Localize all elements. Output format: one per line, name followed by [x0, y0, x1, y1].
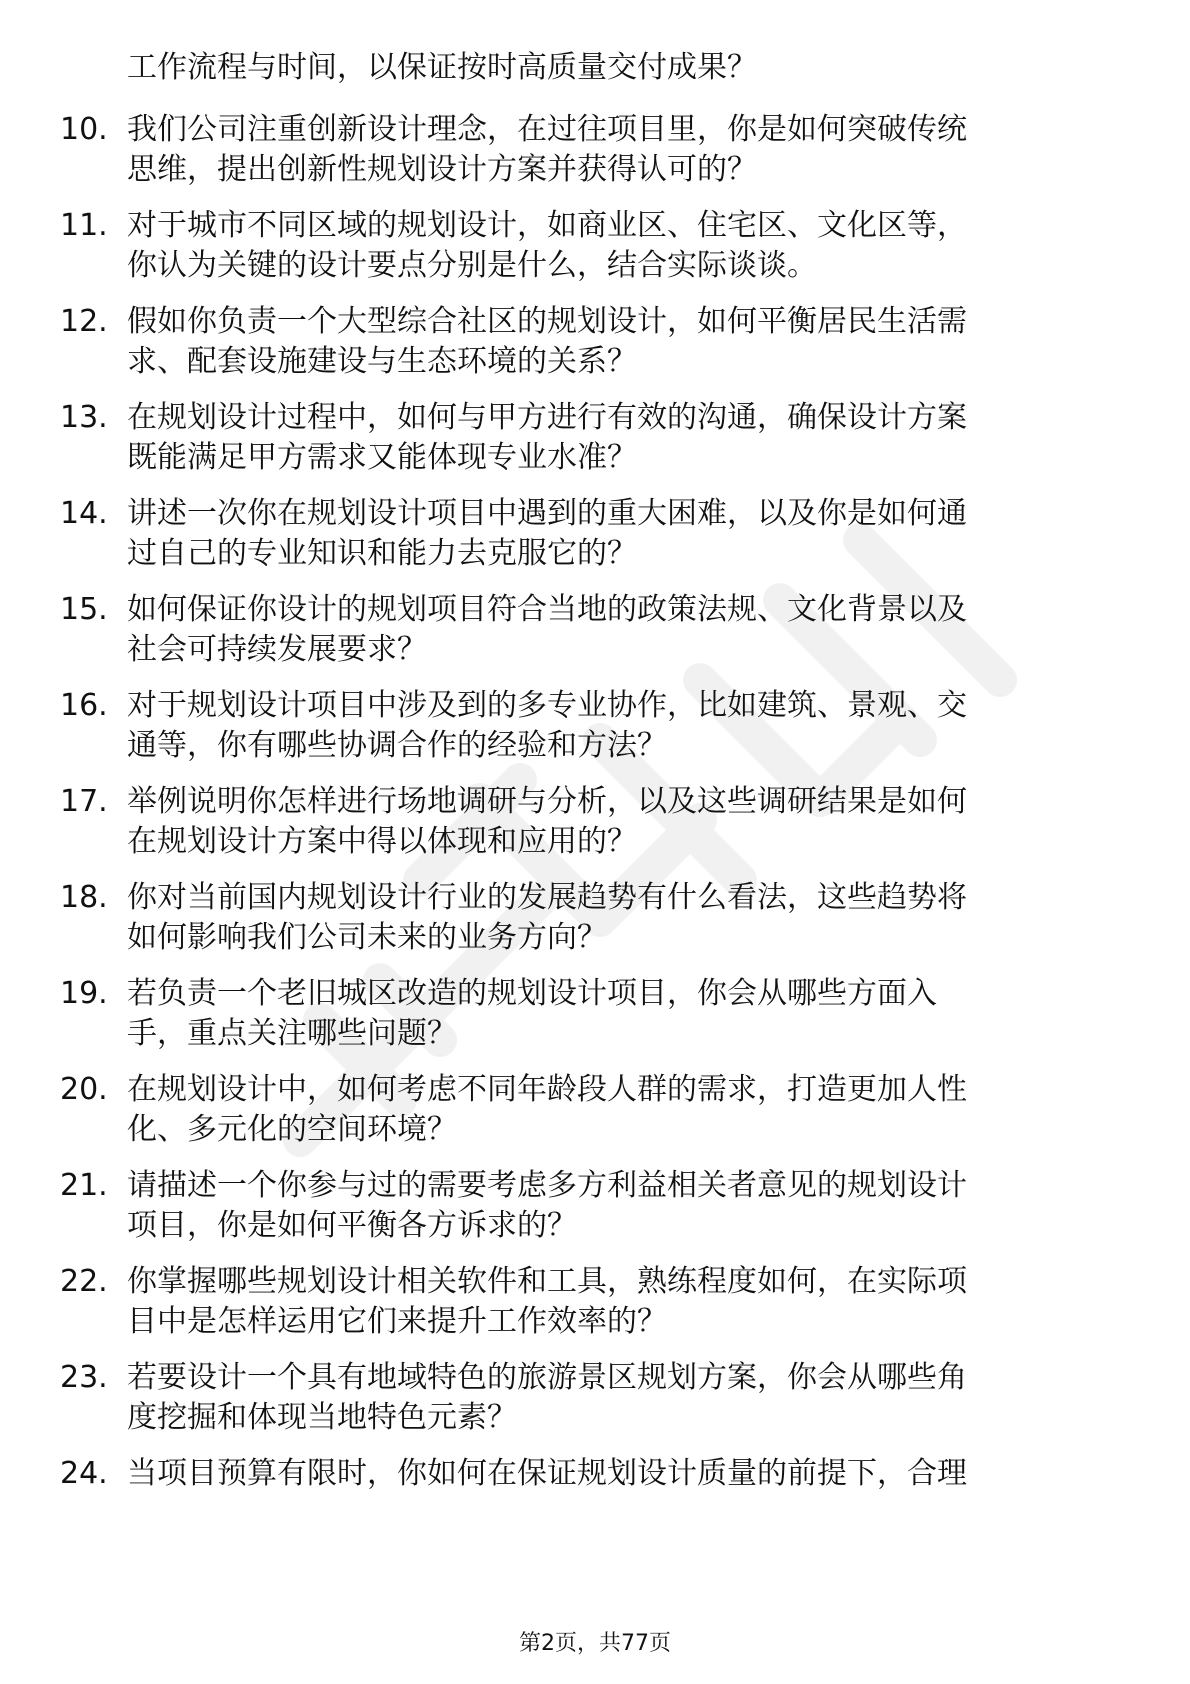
question-text-line: 如何保证你设计的规划项目符合当地的政策法规、文化背景以及	[127, 592, 967, 627]
question-text-line: 你认为关键的设计要点分别是什么，结合实际谈谈。	[127, 248, 817, 283]
question-text-line: 思维，提出创新性规划设计方案并获得认可的？	[127, 152, 757, 187]
page-number-footer: 第2页，共77页	[519, 1631, 671, 1656]
question-number: 20.	[60, 1072, 108, 1107]
list-item	[0, 1168, 1190, 1248]
question-text-line: 假如你负责一个大型综合社区的规划设计，如何平衡居民生活需	[127, 304, 967, 339]
question-number: 16.	[60, 688, 108, 723]
question-text-line: 度挖掘和体现当地特色元素？	[127, 1400, 517, 1435]
question-number: 15.	[60, 592, 108, 627]
question-text-line: 我们公司注重创新设计理念，在过往项目里，你是如何突破传统	[127, 112, 967, 147]
question-number: 11.	[60, 208, 108, 243]
list-item	[0, 688, 1190, 768]
question-number: 12.	[60, 304, 108, 339]
list-item	[0, 1360, 1190, 1440]
question-text-line: 对于规划设计项目中涉及到的多专业协作，比如建筑、景观、交	[127, 688, 967, 723]
question-text-line: 求、配套设施建设与生态环境的关系？	[127, 344, 637, 379]
question-text-line: 在规划设计中，如何考虑不同年龄段人群的需求，打造更加人性	[127, 1072, 967, 1107]
question-number: 14.	[60, 496, 108, 531]
question-text-line: 如何影响我们公司未来的业务方向？	[127, 920, 607, 955]
question-text-line: 社会可持续发展要求？	[127, 632, 427, 667]
question-text-line: 讲述一次你在规划设计项目中遇到的重大困难，以及你是如何通	[127, 496, 967, 531]
question-text-line: 在规划设计方案中得以体现和应用的？	[127, 824, 637, 859]
list-item	[0, 784, 1190, 864]
question-text-line: 化、多元化的空间环境？	[127, 1112, 457, 1147]
list-item	[0, 592, 1190, 672]
question-text-line: 对于城市不同区域的规划设计，如商业区、住宅区、文化区等，	[127, 208, 967, 243]
question-text-line: 手，重点关注哪些问题？	[127, 1016, 457, 1051]
question-text-line: 项目，你是如何平衡各方诉求的？	[127, 1208, 577, 1243]
question-text-line: 目中是怎样运用它们来提升工作效率的？	[127, 1304, 667, 1339]
question-number: 17.	[60, 784, 108, 819]
question-number: 13.	[60, 400, 108, 435]
list-item	[0, 1456, 1190, 1536]
list-item	[0, 112, 1190, 192]
question-text-line: 若要设计一个具有地域特色的旅游景区规划方案，你会从哪些角	[127, 1360, 967, 1395]
question-number: 21.	[60, 1168, 108, 1203]
question-text-line: 若负责一个老旧城区改造的规划设计项目，你会从哪些方面入	[127, 976, 937, 1011]
question-text-line: 请描述一个你参与过的需要考虑多方利益相关者意见的规划设计	[127, 1168, 967, 1203]
question-number: 18.	[60, 880, 108, 915]
question-text-line: 在规划设计过程中，如何与甲方进行有效的沟通，确保设计方案	[127, 400, 967, 435]
list-item	[0, 1264, 1190, 1344]
question-text-line: 通等，你有哪些协调合作的经验和方法？	[127, 728, 667, 763]
question-number: 22.	[60, 1264, 108, 1299]
question-number: 19.	[60, 976, 108, 1011]
list-item	[0, 1072, 1190, 1152]
question-text-line: 当项目预算有限时，你如何在保证规划设计质量的前提下，合理	[127, 1456, 967, 1491]
list-item	[0, 400, 1190, 480]
list-item	[0, 496, 1190, 576]
list-item	[0, 976, 1190, 1056]
list-item	[0, 304, 1190, 384]
question-text-line: 举例说明你怎样进行场地调研与分析，以及这些调研结果是如何	[127, 784, 967, 819]
question-text-line: 既能满足甲方需求又能体现专业水准？	[127, 440, 637, 475]
list-item	[0, 208, 1190, 288]
question-number: 10.	[60, 112, 108, 147]
question-text-line: 你掌握哪些规划设计相关软件和工具，熟练程度如何，在实际项	[127, 1264, 967, 1299]
list-item	[0, 880, 1190, 960]
continued-question-text: 工作流程与时间，以保证按时高质量交付成果？	[127, 50, 757, 85]
question-text-line: 你对当前国内规划设计行业的发展趋势有什么看法，这些趋势将	[127, 880, 967, 915]
question-number: 23.	[60, 1360, 108, 1395]
question-text-line: 过自己的专业知识和能力去克服它的？	[127, 536, 637, 571]
question-number: 24.	[60, 1456, 108, 1491]
